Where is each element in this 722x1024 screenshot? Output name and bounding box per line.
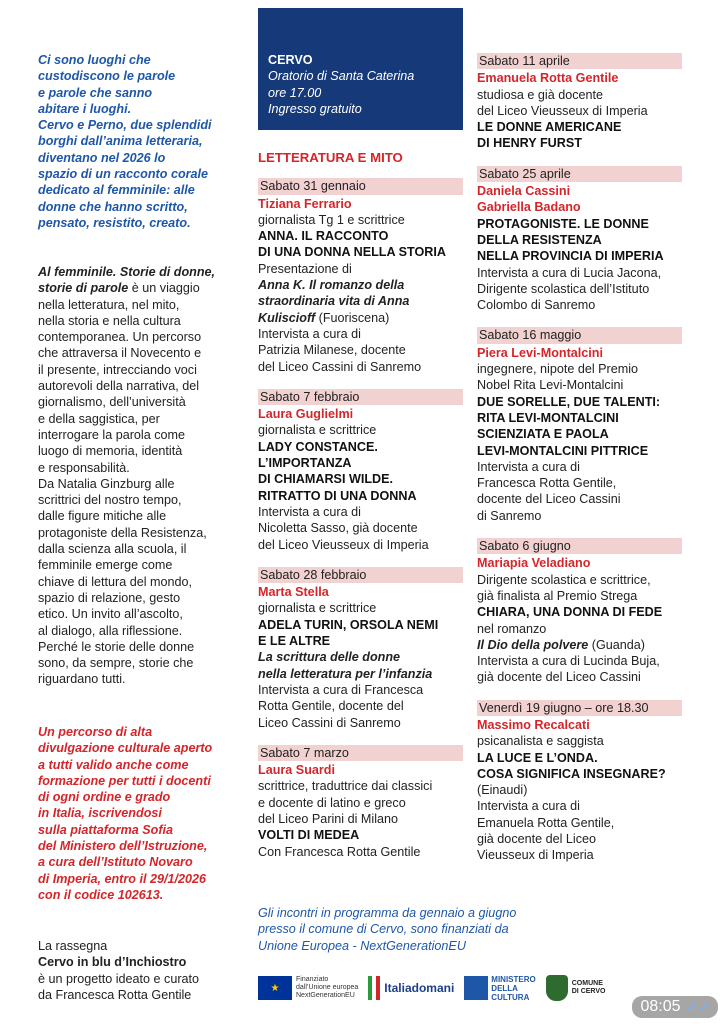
event-note: Intervista a cura di Lucia Jacona,	[477, 265, 662, 280]
event-block	[477, 166, 682, 314]
intro-red-line: con il codice 102613.	[38, 887, 164, 902]
event-book	[258, 293, 463, 309]
intro-red-line: del Ministero dell’Istruzione,	[38, 839, 208, 854]
intro-blue-line: e parole che sanno	[38, 85, 153, 100]
event-book	[258, 649, 463, 665]
event-note: già docente del Liceo Cassini	[477, 670, 641, 685]
event-note: Intervista a cura di	[477, 459, 580, 474]
event-title: COSA SIGNIFICA INSEGNARE?	[477, 766, 666, 781]
italiadomani-text: Italiadomani	[384, 981, 455, 995]
event-role: giornalista e scrittrice	[258, 601, 377, 616]
intro-body-line: al dialogo, alla riflessione.	[38, 623, 183, 638]
event-title: LE DONNE AMERICANE	[477, 120, 622, 135]
event-book	[258, 666, 463, 682]
intro-body-line: contemporanea. Un percorso	[38, 330, 202, 345]
event-date: Sabato 11 aprile	[477, 53, 682, 69]
event-date: Sabato 28 febbraio	[258, 567, 463, 583]
event-book-title: La scrittura delle donne	[258, 650, 401, 665]
event-date: Sabato 31 gennaio	[258, 178, 463, 194]
intro-body-line: sono, da sempre, storie che	[38, 656, 194, 671]
intro-blue-line: abitare i luoghi.	[38, 101, 132, 116]
event-role: Dirigente scolastica e scrittrice,	[477, 572, 651, 587]
event-note: Nicoletta Sasso, già docente	[258, 521, 418, 536]
event-date: Sabato 6 giugno	[477, 538, 682, 554]
event-book-title: Kuliscioff	[258, 310, 316, 325]
eu-logo-line: NextGenerationEU	[296, 992, 355, 999]
body-lead2-rest: è un viaggio	[128, 281, 200, 296]
event-book	[477, 637, 682, 653]
event-note: Liceo Cassini di Sanremo	[258, 715, 401, 730]
event-speaker: Emanuela Rotta Gentile	[477, 71, 619, 86]
intro-body-line: che attraversa il Novecento e	[38, 346, 202, 361]
event-block	[477, 53, 682, 152]
event-note: Con Francesca Rotta Gentile	[258, 844, 421, 859]
event-block	[477, 538, 682, 686]
comune-line: DI CERVO	[571, 988, 606, 995]
event-block	[258, 745, 463, 860]
section-title: LETTERATURA E MITO	[258, 150, 403, 165]
eu-logo-line: dall’Unione europea	[296, 984, 359, 991]
intro-body-line: il presente, intrecciando voci	[38, 362, 197, 377]
event-date: Venerdì 19 giugno – ore 18.30	[477, 700, 682, 716]
intro-red-line: di ogni ordine e grado	[38, 790, 171, 805]
event-title: LEVI-MONTALCINI PITTRICE	[477, 443, 649, 458]
event-speaker: Piera Levi-Montalcini	[477, 345, 603, 360]
intro-body-line: chiave di lettura del mondo,	[38, 574, 193, 589]
intro-red-line: a cura dell’Istituto Novaro	[38, 855, 193, 870]
venue-box	[258, 8, 463, 130]
event-title: L’IMPORTANZA	[258, 456, 352, 471]
italy-flag-icon	[368, 976, 380, 1000]
intro-red-line: a tutti valido anche come	[38, 757, 189, 772]
event-speaker: Laura Suardi	[258, 763, 335, 778]
intro-body-line: luogo di memoria, identità	[38, 444, 183, 459]
intro-red-line: divulgazione culturale aperto	[38, 741, 213, 756]
event-block	[477, 700, 682, 864]
event-title: CHIARA, UNA DONNA DI FEDE	[477, 605, 663, 620]
event-title: PROTAGONISTE. LE DONNE	[477, 216, 649, 231]
event-speaker: Tiziana Ferrario	[258, 196, 352, 211]
event-note: Intervista a cura di	[477, 799, 580, 814]
ministero-logo	[464, 975, 535, 1002]
comune-line: COMUNE	[571, 980, 603, 987]
intro-blue-line: Ci sono luoghi che	[38, 53, 151, 67]
intro-body-line: dalle figure mitiche alle	[38, 509, 167, 524]
intro-blue-line: donne che hanno scritto,	[38, 199, 188, 214]
event-date: Sabato 25 aprile	[477, 166, 682, 182]
event-title: SCIENZIATA E PAOLA	[477, 427, 609, 442]
event-block	[258, 567, 463, 731]
event-role: giornalista Tg 1 e scrittrice	[258, 212, 405, 227]
event-title: ANNA. IL RACCONTO	[258, 229, 389, 244]
event-note: Colombo di Sanremo	[477, 298, 596, 313]
event-note: già docente del Liceo	[477, 832, 597, 847]
event-extra: Presentazione di	[258, 261, 352, 276]
intro-blue-line: pensato, resistito, creato.	[38, 215, 191, 230]
intro-body-line: Da Natalia Ginzburg alle	[38, 476, 175, 491]
funding-note-line: Gli incontri in programma da gennaio a giugno	[258, 906, 517, 920]
event-note: (Einaudi)	[477, 783, 528, 798]
event-role: del Liceo Vieusseux di Imperia	[477, 103, 648, 118]
event-role: già finalista al Premio Strega	[477, 588, 638, 603]
event-book	[258, 277, 463, 293]
intro-blue-line: diventano nel 2026 lo	[38, 150, 166, 165]
event-role: psicanalista e saggista	[477, 734, 604, 749]
intro-body-line: femminile emerge come	[38, 558, 173, 573]
intro-body-line: etico. Un invito all’ascolto,	[38, 607, 183, 622]
eu-flag-icon: ★	[258, 976, 292, 1000]
event-role: e docente di latino e greco	[258, 795, 406, 810]
venue-entry: Ingresso gratuito	[268, 101, 362, 116]
event-note: del Liceo Vieusseux di Imperia	[258, 537, 429, 552]
event-note: Francesca Rotta Gentile,	[477, 476, 617, 491]
intro-blue	[38, 52, 212, 231]
intro-body-line: dalla scienza alla scuola, il	[38, 542, 187, 557]
event-note: Dirigente scolastica dell’Istituto	[477, 281, 650, 296]
comune-logo	[546, 975, 606, 1001]
event-date: Sabato 16 maggio	[477, 327, 682, 343]
event-title: DI CHIAMARSI WILDE.	[258, 472, 394, 487]
eu-logo-line: Finanziato	[296, 976, 329, 983]
rassegna-line: da Francesca Rotta Gentile	[38, 987, 192, 1002]
event-book-title: Il Dio della polvere	[477, 637, 589, 652]
intro-body-line: e responsabilità.	[38, 460, 130, 475]
intro-blue-line: dedicato al femminile: alle	[38, 183, 195, 198]
rassegna-line: La rassegna	[38, 939, 108, 953]
venue-place: CERVO	[268, 53, 313, 67]
event-book-title: Anna K. Il romanzo della	[258, 278, 405, 293]
events-right	[477, 53, 682, 878]
eu-logo	[258, 976, 358, 1000]
event-title: DI UNA DONNA NELLA STORIA	[258, 245, 446, 260]
intro-body-line: interrogare la parola come	[38, 427, 186, 442]
event-speaker: Gabriella Badano	[477, 200, 581, 215]
rassegna	[38, 938, 199, 1003]
event-title: NELLA PROVINCIA DI IMPERIA	[477, 249, 664, 264]
intro-red-line: sulla piattaforma Sofia	[38, 822, 174, 837]
intro-body-line: e della saggistica, per	[38, 411, 160, 426]
intro-body-line: protagoniste della Resistenza,	[38, 525, 207, 540]
crest-icon	[546, 975, 568, 1001]
ministero-icon	[464, 976, 488, 1000]
event-title: RITRATTO DI UNA DONNA	[258, 488, 417, 503]
event-block	[258, 178, 463, 375]
event-title: DI HENRY FURST	[477, 136, 582, 151]
event-note: Intervista a cura di	[258, 326, 361, 341]
funding-note-line: Unione Europea - NextGenerationEU	[258, 938, 466, 953]
event-speaker: Marta Stella	[258, 585, 329, 600]
event-note: Intervista a cura di	[258, 504, 361, 519]
intro-body-line: nella letteratura, nel mito,	[38, 297, 180, 312]
intro-red	[38, 724, 212, 903]
event-title: RITA LEVI-MONTALCINI	[477, 410, 619, 425]
event-block	[477, 327, 682, 524]
event-role: ingegnere, nipote del Premio	[477, 362, 639, 377]
event-role: del Liceo Parini di Milano	[258, 811, 399, 826]
event-role: studiosa e già docente	[477, 87, 604, 102]
event-title: LA LUCE E L’ONDA.	[477, 750, 598, 765]
venue-location: Oratorio di Santa Caterina	[268, 69, 415, 84]
event-date: Sabato 7 febbraio	[258, 389, 463, 405]
event-note: Intervista a cura di Lucinda Buja,	[477, 654, 660, 669]
intro-body	[38, 264, 248, 688]
event-note: di Sanremo	[477, 508, 542, 523]
event-note: Rotta Gentile, docente del	[258, 699, 404, 714]
intro-body-line: nella storia e nella cultura	[38, 313, 181, 328]
italiadomani-logo	[368, 976, 454, 1000]
event-title: DUE SORELLE, DUE TALENTI:	[477, 394, 661, 409]
event-book-title: straordinaria vita di Anna	[258, 294, 410, 309]
intro-blue-line: Cervo e Perno, due splendidi	[38, 118, 212, 133]
intro-body-line: spazio di relazione, gesto	[38, 590, 181, 605]
event-publisher: (Fuoriscena)	[315, 310, 390, 325]
event-date: Sabato 7 marzo	[258, 745, 463, 761]
intro-blue-line: custodiscono le parole	[38, 69, 176, 84]
intro-red-line: in Italia, iscrivendosi	[38, 806, 162, 821]
event-title: DELLA RESISTENZA	[477, 232, 602, 247]
event-note: Patrizia Milanese, docente	[258, 343, 406, 358]
event-note: del Liceo Cassini di Sanremo	[258, 359, 422, 374]
event-book-title: nella letteratura per l’infanzia	[258, 666, 433, 681]
intro-body-line: riguardano tutti.	[38, 672, 126, 687]
status-overlay	[632, 996, 718, 1018]
event-speaker: Daniela Cassini	[477, 184, 571, 199]
intro-blue-line: borghi dall’anima letteraria,	[38, 134, 203, 149]
intro-body-line: giornalismo, dell’università	[38, 395, 186, 410]
ministero-line: DELLA	[491, 983, 518, 993]
intro-body-line: scrittrici del nostro tempo,	[38, 493, 182, 508]
body-lead2: storie di parole	[38, 281, 129, 296]
funding-note	[258, 905, 588, 954]
event-block	[258, 389, 463, 553]
intro-red-line: formazione per tutti i docenti	[38, 773, 211, 788]
intro-red-line: di Imperia, entro il 29/1/2026	[38, 871, 206, 886]
ministero-line: MINISTERO	[491, 974, 536, 984]
event-role: giornalista e scrittrice	[258, 423, 377, 438]
event-note: Intervista a cura di Francesca	[258, 682, 424, 697]
event-title: E LE ALTRE	[258, 634, 331, 649]
intro-red-line: Un percorso di alta	[38, 725, 153, 739]
venue-time: ore 17.00	[268, 85, 322, 100]
double-check-icon: ✓✓	[686, 998, 710, 1015]
event-publisher: (Guanda)	[588, 637, 645, 652]
intro-body-line: Perché le storie delle donne	[38, 639, 195, 654]
body-lead: Al femminile. Storie di donne,	[38, 265, 216, 279]
event-note: Vieusseux di Imperia	[477, 848, 594, 863]
event-speaker: Massimo Recalcati	[477, 717, 590, 732]
intro-blue-line: spazio di un racconto corale	[38, 167, 209, 182]
funding-note-line: presso il comune di Cervo, sono finanziati da	[258, 922, 509, 937]
ministero-line: CULTURA	[491, 992, 530, 1002]
event-title: LADY CONSTANCE.	[258, 439, 378, 454]
event-book	[258, 310, 463, 326]
rassegna-line: Cervo in blu d’Inchiostro	[38, 955, 187, 970]
event-role: scrittrice, traduttrice dai classici	[258, 779, 433, 794]
event-title: VOLTI DI MEDEA	[258, 828, 360, 843]
status-time: 08:05	[640, 998, 681, 1015]
event-pre: nel romanzo	[477, 621, 547, 636]
events-middle	[258, 150, 463, 874]
rassegna-line: è un progetto ideato e curato	[38, 971, 200, 986]
event-speaker: Mariapia Veladiano	[477, 556, 591, 571]
event-note: docente del Liceo Cassini	[477, 492, 621, 507]
event-speaker: Laura Guglielmi	[258, 407, 354, 422]
event-title: ADELA TURIN, ORSOLA NEMI	[258, 617, 439, 632]
intro-body-line: autorevoli della narrativa, del	[38, 379, 200, 394]
event-role: Nobel Rita Levi-Montalcini	[477, 378, 624, 393]
event-note: Emanuela Rotta Gentile,	[477, 815, 615, 830]
